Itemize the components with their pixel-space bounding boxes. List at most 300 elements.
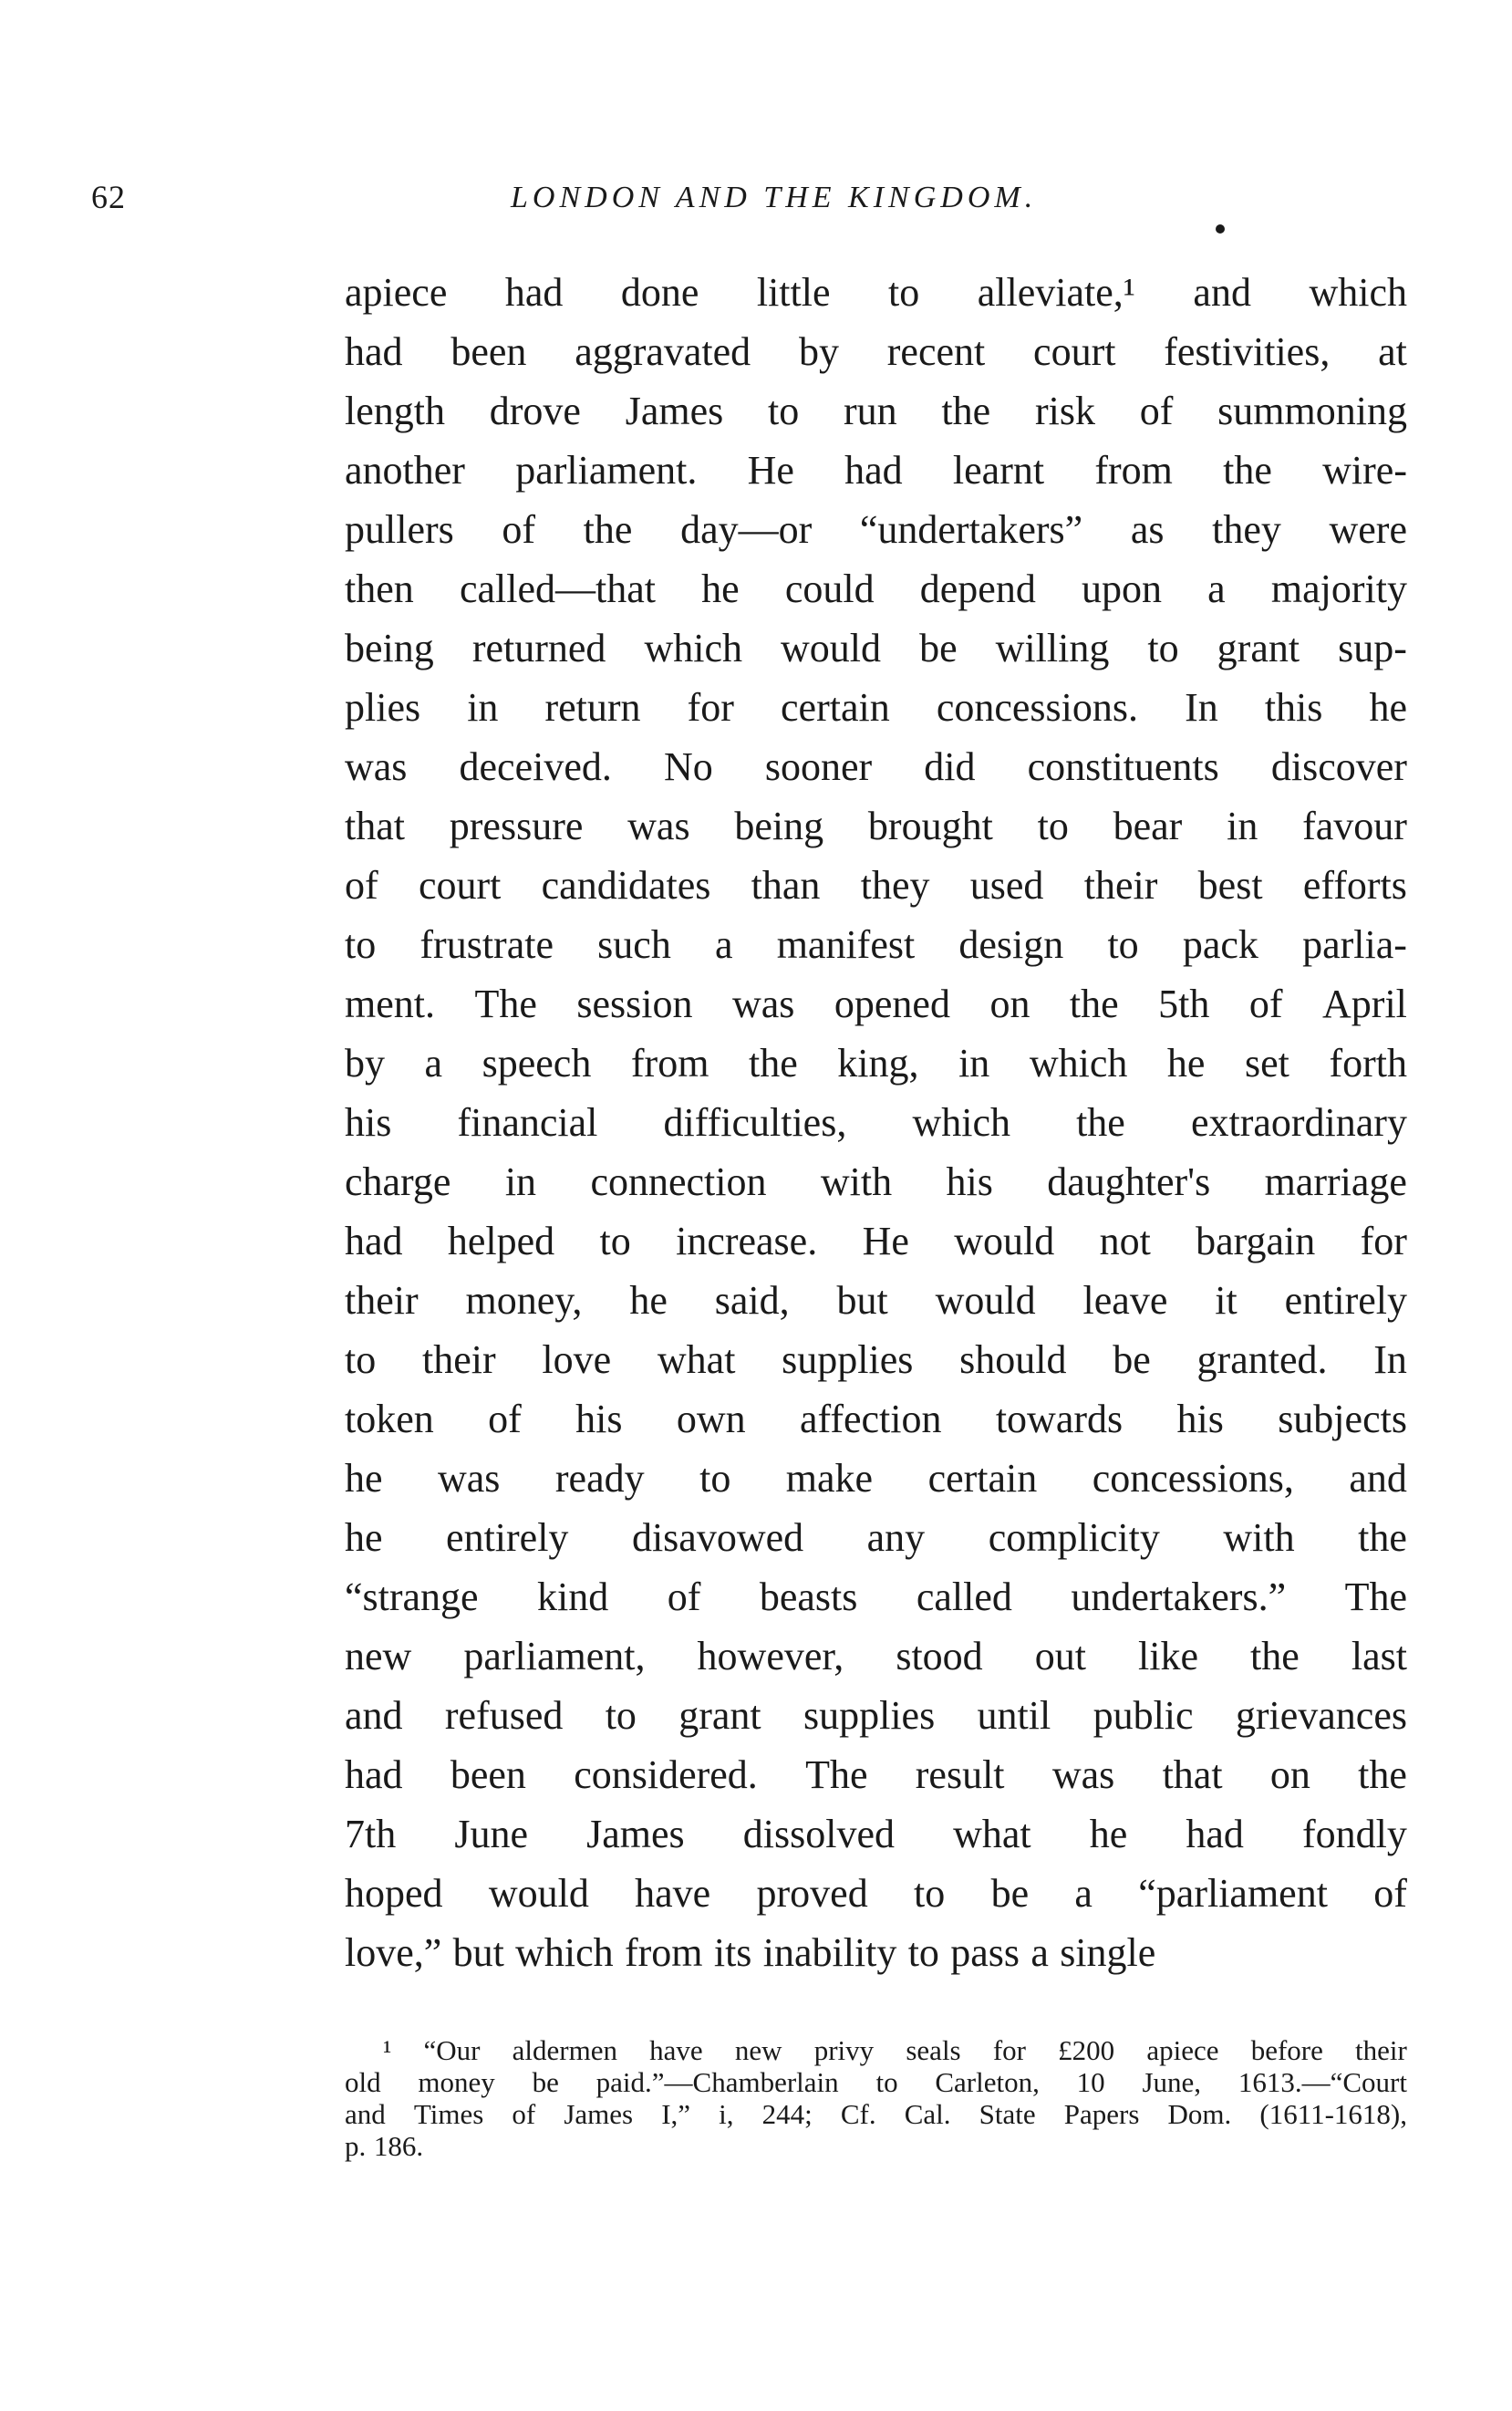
word: speech — [482, 1041, 592, 1086]
word: beasts — [759, 1574, 858, 1619]
word: have — [635, 1871, 711, 1916]
word: to — [345, 922, 377, 967]
footnotes — [345, 2034, 1407, 2162]
word: a — [1074, 1871, 1093, 1916]
word: 186. — [373, 2130, 424, 2162]
word: supplies — [803, 1693, 936, 1738]
printer-mark — [1216, 224, 1225, 234]
body-line — [345, 1923, 1407, 1982]
word: hoped — [345, 1871, 443, 1916]
word: he — [1089, 1812, 1128, 1856]
word: by — [798, 329, 839, 374]
word: they — [860, 863, 930, 908]
word: to — [907, 1930, 939, 1975]
word: sup- — [1338, 626, 1407, 670]
word: He — [747, 448, 794, 493]
word: was — [1051, 1752, 1115, 1797]
word: £200 — [1058, 2034, 1115, 2066]
word: deceived. — [459, 744, 612, 789]
word: apiece — [345, 270, 448, 315]
body-line — [345, 856, 1407, 915]
word: had — [504, 270, 564, 315]
word: in — [504, 1159, 537, 1204]
word: court — [418, 863, 502, 908]
word: his — [1176, 1397, 1224, 1441]
word: done — [620, 270, 699, 315]
word: this — [1264, 685, 1323, 730]
word: length — [345, 389, 445, 433]
word: the — [941, 389, 991, 433]
word: and — [1349, 1456, 1407, 1501]
word: love,” — [345, 1930, 442, 1975]
word: he — [629, 1278, 668, 1323]
word: was — [438, 1456, 501, 1501]
word: i, — [719, 2098, 734, 2130]
word: the — [1069, 982, 1119, 1026]
word: privy — [813, 2034, 875, 2066]
word: to — [699, 1456, 731, 1501]
word: on — [989, 982, 1030, 1026]
word: alleviate,¹ — [977, 270, 1135, 315]
body-line — [345, 441, 1407, 500]
word: he — [1166, 1041, 1206, 1086]
word: fondly — [1302, 1812, 1407, 1856]
body-line — [345, 1745, 1407, 1804]
word: I,” — [661, 2098, 691, 2130]
word: financial — [457, 1100, 598, 1145]
word: aggravated — [575, 329, 751, 374]
word: connection — [590, 1159, 767, 1204]
body-line — [345, 1449, 1407, 1508]
word: of — [502, 507, 536, 552]
word: bargain — [1196, 1219, 1316, 1263]
word: depend — [919, 566, 1036, 611]
word: manifest — [776, 922, 916, 967]
word: which — [644, 626, 742, 670]
word: The — [1344, 1574, 1407, 1619]
word: had — [1186, 1812, 1244, 1856]
word: was — [345, 744, 408, 789]
word: apiece — [1146, 2034, 1219, 2066]
body-text — [345, 263, 1407, 1982]
word: State — [979, 2098, 1036, 2130]
word: to — [768, 389, 800, 433]
word: The — [805, 1752, 868, 1797]
word: that — [1162, 1752, 1223, 1797]
word: day—or — [680, 507, 813, 552]
word: affection — [799, 1397, 942, 1441]
word: festivities, — [1164, 329, 1331, 374]
word: willing — [995, 626, 1110, 670]
word: proved — [756, 1871, 868, 1916]
word: as — [1130, 507, 1165, 552]
word: their — [345, 1278, 419, 1323]
word: however, — [697, 1634, 844, 1678]
word: which — [912, 1100, 1010, 1145]
word: of — [1139, 389, 1174, 433]
word: (1611-1618), — [1259, 2098, 1407, 2130]
word: towards — [995, 1397, 1124, 1441]
word: from — [630, 1041, 709, 1086]
word: 244; — [761, 2098, 813, 2130]
word: “strange — [345, 1574, 479, 1619]
word: new — [734, 2034, 782, 2066]
word: 5th — [1158, 982, 1210, 1026]
footnote-line — [345, 2066, 1407, 2098]
word: He — [862, 1219, 909, 1263]
word: 10 — [1076, 2066, 1105, 2098]
word: pack — [1182, 922, 1258, 967]
word: opened — [834, 982, 950, 1026]
word: make — [785, 1456, 874, 1501]
word: have — [649, 2034, 703, 2066]
body-line — [345, 796, 1407, 856]
body-line — [345, 1211, 1407, 1271]
word: what — [953, 1812, 1031, 1856]
word: the — [1250, 1634, 1300, 1678]
word: would — [781, 626, 882, 670]
word: disavowed — [631, 1515, 804, 1560]
word: before — [1250, 2034, 1323, 2066]
word: grant — [1217, 626, 1300, 670]
word: from — [1094, 448, 1173, 493]
word: a — [1207, 566, 1226, 611]
word: had — [345, 1752, 403, 1797]
body-line — [345, 500, 1407, 559]
word: inability — [762, 1930, 897, 1975]
body-line — [345, 1389, 1407, 1449]
word: “Our — [423, 2034, 481, 2066]
word: out — [1034, 1634, 1086, 1678]
word: another — [345, 448, 465, 493]
word: In — [1373, 1337, 1407, 1382]
word: upon — [1082, 566, 1162, 611]
word: entirely — [446, 1515, 569, 1560]
word: No — [663, 744, 713, 789]
word: Dom. — [1167, 2098, 1232, 2130]
word: he — [1369, 685, 1407, 730]
word: candidates — [541, 863, 711, 908]
word: to — [1037, 804, 1069, 848]
word: set — [1245, 1041, 1289, 1086]
word: for — [1360, 1219, 1407, 1263]
word: grievances — [1235, 1693, 1407, 1738]
word: be — [1113, 1337, 1151, 1382]
word: parliament. — [515, 448, 698, 493]
word: their — [1083, 863, 1158, 908]
body-line — [345, 974, 1407, 1034]
body-line — [345, 1152, 1407, 1211]
word: in — [467, 685, 499, 730]
word: been — [450, 1752, 526, 1797]
word: not — [1099, 1219, 1151, 1263]
word: the — [1223, 448, 1272, 493]
word: design — [958, 922, 1064, 967]
word: was — [731, 982, 795, 1026]
word: considered. — [574, 1752, 758, 1797]
word: he — [701, 566, 740, 611]
word: parlia- — [1302, 922, 1407, 967]
word: it — [1215, 1278, 1238, 1323]
word: of — [512, 2098, 536, 2130]
word: money, — [465, 1278, 583, 1323]
word: seals — [906, 2034, 961, 2066]
page-number: 62 — [91, 179, 126, 215]
word: session — [576, 982, 693, 1026]
word: but — [452, 1930, 504, 1975]
body-line — [345, 559, 1407, 618]
word: token — [345, 1397, 434, 1441]
word: 7th — [345, 1812, 397, 1856]
word: should — [959, 1337, 1067, 1382]
word: been — [450, 329, 527, 374]
word: kind — [537, 1574, 609, 1619]
body-line — [345, 1508, 1407, 1567]
word: ready — [554, 1456, 645, 1501]
word: a — [715, 922, 733, 967]
word: paid.”—Chamberlain — [595, 2066, 839, 2098]
word: with — [820, 1159, 893, 1204]
body-line — [345, 1626, 1407, 1686]
word: that — [345, 804, 405, 848]
word: “parliament — [1138, 1871, 1328, 1916]
word: difficulties, — [663, 1100, 847, 1145]
word: had — [844, 448, 903, 493]
word: p. — [345, 2130, 367, 2162]
word: James — [564, 2098, 634, 2130]
word: subjects — [1278, 1397, 1407, 1441]
word: in — [1227, 804, 1258, 848]
word: frustrate — [419, 922, 554, 967]
word: June, — [1142, 2066, 1202, 2098]
word: recent — [886, 329, 986, 374]
word: the — [748, 1041, 798, 1086]
body-line — [345, 1330, 1407, 1389]
word: which — [1029, 1041, 1128, 1086]
word: return — [544, 685, 641, 730]
body-line — [345, 381, 1407, 441]
word: learnt — [952, 448, 1045, 493]
word: complicity — [988, 1515, 1160, 1560]
word: entirely — [1284, 1278, 1407, 1323]
word: to — [1107, 922, 1139, 967]
word: called—that — [459, 566, 656, 611]
word: bear — [1113, 804, 1183, 848]
word: efforts — [1302, 863, 1407, 908]
word: risk — [1034, 389, 1095, 433]
word: James — [625, 389, 724, 433]
word: was — [627, 804, 690, 848]
word: wire- — [1322, 448, 1407, 493]
word: be — [919, 626, 958, 670]
word: at — [1378, 329, 1407, 374]
word: helped — [447, 1219, 555, 1263]
word: single — [1060, 1930, 1156, 1975]
word: “undertakers” — [859, 507, 1083, 552]
word: the — [1358, 1752, 1407, 1797]
word: stood — [896, 1634, 983, 1678]
word: on — [1269, 1752, 1310, 1797]
word: new — [345, 1634, 412, 1678]
word: their — [421, 1337, 496, 1382]
word: Carleton, — [935, 2066, 1040, 2098]
word: in — [958, 1041, 990, 1086]
word: than — [751, 863, 821, 908]
word: his — [946, 1159, 993, 1204]
word: last — [1351, 1634, 1407, 1678]
word: which — [515, 1930, 614, 1975]
word: dissolved — [742, 1812, 895, 1856]
word: the — [583, 507, 633, 552]
word: leave — [1082, 1278, 1168, 1323]
body-line — [345, 1686, 1407, 1745]
word: the — [1358, 1515, 1407, 1560]
body-line — [345, 1864, 1407, 1923]
word: Times — [413, 2098, 484, 2130]
body-line — [345, 322, 1407, 381]
word: drove — [489, 389, 581, 433]
word: Cal. — [904, 2098, 951, 2130]
word: forth — [1329, 1041, 1407, 1086]
word: Cf. — [840, 2098, 876, 2130]
word: returned — [471, 626, 606, 670]
word: of — [488, 1397, 522, 1441]
word: pressure — [449, 804, 584, 848]
word: court — [1033, 329, 1116, 374]
word: their — [1355, 2034, 1407, 2066]
word: what — [657, 1337, 736, 1382]
word: ¹ — [383, 2034, 392, 2066]
word: Papers — [1063, 2098, 1140, 2130]
word: and — [345, 1693, 403, 1738]
word: be — [990, 1871, 1030, 1916]
word: would — [488, 1871, 589, 1916]
body-line — [345, 263, 1407, 322]
body-line — [345, 1804, 1407, 1864]
word: grant — [678, 1693, 761, 1738]
word: undertakers.” — [1071, 1574, 1287, 1619]
word: a — [1030, 1930, 1049, 1975]
word: marriage — [1264, 1159, 1407, 1204]
word: such — [597, 922, 671, 967]
word: to — [888, 270, 920, 315]
word: certain — [781, 685, 890, 730]
word: which — [1309, 270, 1407, 315]
word: supplies — [782, 1337, 914, 1382]
word: best — [1197, 863, 1263, 908]
word: concessions, — [1092, 1456, 1294, 1501]
word: 1613.—“Court — [1238, 2066, 1407, 2098]
word: they — [1212, 507, 1281, 552]
word: king, — [837, 1041, 919, 1086]
word: he — [345, 1456, 383, 1501]
word: charge — [345, 1159, 451, 1204]
word: to — [345, 1337, 377, 1382]
word: said, — [714, 1278, 790, 1323]
word: increase. — [676, 1219, 818, 1263]
word: In — [1185, 685, 1218, 730]
word: granted. — [1196, 1337, 1328, 1382]
word: had — [345, 1219, 403, 1263]
footnote-line — [345, 2098, 1407, 2130]
word: to — [914, 1871, 946, 1916]
word: used — [969, 863, 1044, 908]
word: until — [977, 1693, 1051, 1738]
word: discover — [1270, 744, 1407, 789]
body-line — [345, 737, 1407, 796]
word: would — [935, 1278, 1036, 1323]
word: he — [345, 1515, 383, 1560]
word: majority — [1270, 566, 1407, 611]
word: pullers — [345, 507, 454, 552]
word: refused — [444, 1693, 564, 1738]
word: the — [1076, 1100, 1125, 1145]
word: to — [875, 2066, 898, 2098]
word: its — [713, 1930, 752, 1975]
word: by — [345, 1041, 385, 1086]
word: did — [924, 744, 976, 789]
word: to — [599, 1219, 631, 1263]
word: own — [676, 1397, 746, 1441]
word: extraordinary — [1190, 1100, 1407, 1145]
body-line — [345, 1271, 1407, 1330]
word: and — [345, 2098, 386, 2130]
footnote-line — [345, 2130, 1407, 2162]
word: to — [1147, 626, 1179, 670]
word: public — [1093, 1693, 1194, 1738]
word: summoning — [1217, 389, 1407, 433]
word: of — [667, 1574, 701, 1619]
word: daughter's — [1047, 1159, 1211, 1204]
word: sooner — [764, 744, 873, 789]
word: being — [734, 804, 824, 848]
body-line — [345, 1567, 1407, 1626]
word: old — [345, 2066, 381, 2098]
footnote-line — [345, 2034, 1407, 2066]
word: certain — [927, 1456, 1038, 1501]
body-line — [345, 618, 1407, 678]
word: parliament, — [463, 1634, 646, 1678]
word: for — [687, 685, 734, 730]
word: were — [1329, 507, 1407, 552]
word: but — [836, 1278, 888, 1323]
word: ment. — [345, 982, 435, 1026]
word: constituents — [1027, 744, 1219, 789]
word: would — [954, 1219, 1055, 1263]
word: love — [542, 1337, 612, 1382]
body-line — [345, 678, 1407, 737]
word: favour — [1302, 804, 1407, 848]
word: any — [866, 1515, 926, 1560]
word: brought — [867, 804, 993, 848]
word: to — [605, 1693, 637, 1738]
word: pass — [950, 1930, 1020, 1975]
word: like — [1138, 1634, 1198, 1678]
word: of — [345, 863, 378, 908]
word: from — [625, 1930, 703, 1975]
body-line — [345, 915, 1407, 974]
word: concessions. — [936, 685, 1138, 730]
word: then — [345, 566, 414, 611]
word: The — [474, 982, 537, 1026]
body-line — [345, 1093, 1407, 1152]
word: being — [345, 626, 434, 670]
word: plies — [345, 685, 421, 730]
word: little — [756, 270, 831, 315]
body-line — [345, 1034, 1407, 1093]
word: be — [532, 2066, 559, 2098]
word: his — [575, 1397, 623, 1441]
